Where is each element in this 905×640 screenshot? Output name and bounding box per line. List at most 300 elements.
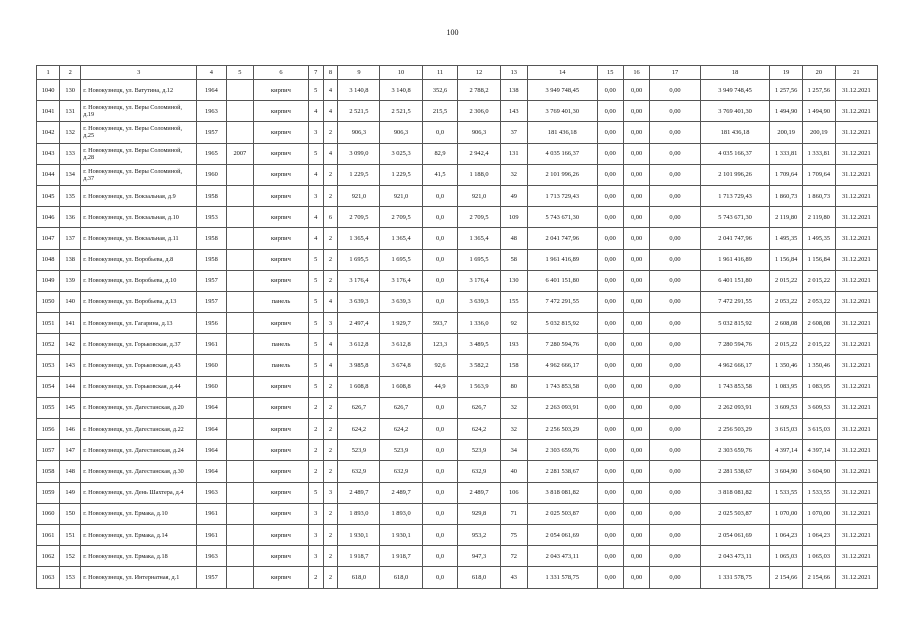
table-cell: 0,00 — [597, 313, 623, 334]
table-cell: 0,00 — [650, 546, 701, 567]
table-cell — [226, 291, 253, 312]
table-cell: 2 015,22 — [770, 270, 803, 291]
table-cell: 3 674,8 — [380, 355, 422, 376]
table-cell: 1960 — [197, 355, 227, 376]
table-cell: 2 — [308, 397, 323, 418]
table-cell: панель — [254, 334, 309, 355]
table-cell: 4 397,14 — [803, 440, 836, 461]
table-cell: 141 — [60, 313, 81, 334]
column-header: 17 — [650, 66, 701, 80]
table-cell: 2 015,22 — [803, 270, 836, 291]
table-cell — [226, 228, 253, 249]
table-cell: 0,00 — [597, 143, 623, 164]
table-cell: 1061 — [37, 524, 60, 545]
table-cell: 2 497,4 — [338, 313, 380, 334]
table-cell: 352,6 — [422, 80, 458, 101]
table-cell: 131 — [60, 101, 81, 122]
table-cell: 147 — [60, 440, 81, 461]
table-cell: 0,00 — [623, 164, 649, 185]
table-cell: 3 769 401,30 — [527, 101, 597, 122]
table-cell: 0,00 — [623, 482, 649, 503]
table-cell: 1 709,64 — [803, 164, 836, 185]
table-cell: 1 695,5 — [458, 249, 500, 270]
table-cell: 1 331 578,75 — [700, 567, 770, 588]
table-cell: 624,2 — [338, 419, 380, 440]
table-cell: 3 — [308, 185, 323, 206]
table-cell: 0,0 — [422, 440, 458, 461]
table-cell: 1 331 578,75 — [527, 567, 597, 588]
table-cell: 0,00 — [623, 270, 649, 291]
table-cell: 4 — [308, 207, 323, 228]
column-header: 21 — [835, 66, 877, 80]
table-cell: 2 119,80 — [770, 207, 803, 228]
table-cell: 1051 — [37, 313, 60, 334]
table-cell: 626,7 — [380, 397, 422, 418]
table-cell: 2 — [308, 419, 323, 440]
table-cell: 0,0 — [422, 207, 458, 228]
table-cell: 0,00 — [623, 80, 649, 101]
table-cell: 1045 — [37, 185, 60, 206]
column-header: 15 — [597, 66, 623, 80]
table-cell: 2 041 747,96 — [700, 228, 770, 249]
table-cell — [226, 419, 253, 440]
table-cell: 1957 — [197, 291, 227, 312]
table-cell: 0,00 — [623, 524, 649, 545]
table-cell: 0,00 — [597, 567, 623, 588]
table-cell: 71 — [500, 503, 527, 524]
table-row — [37, 291, 878, 312]
table-cell: 1961 — [197, 334, 227, 355]
table-cell — [226, 376, 253, 397]
table-cell: 2 608,08 — [770, 313, 803, 334]
table-cell: 618,0 — [338, 567, 380, 588]
table-cell: 0,00 — [623, 101, 649, 122]
table-cell: 155 — [500, 291, 527, 312]
column-header: 19 — [770, 66, 803, 80]
table-cell: 5 — [308, 313, 323, 334]
table-cell: 2 489,7 — [458, 482, 500, 503]
table-row — [37, 313, 878, 334]
table-cell: 2 — [323, 249, 338, 270]
table-cell: 1 713 729,43 — [700, 185, 770, 206]
table-cell: 3 582,2 — [458, 355, 500, 376]
table-cell: 0,00 — [623, 461, 649, 482]
table-row — [37, 334, 878, 355]
column-header: 5 — [226, 66, 253, 80]
table-cell: 2 — [323, 524, 338, 545]
table-cell — [226, 524, 253, 545]
table-cell: 137 — [60, 228, 81, 249]
table-cell: 4 — [308, 101, 323, 122]
table-cell: 2 119,80 — [803, 207, 836, 228]
table-cell: 31.12.2021 — [835, 164, 877, 185]
table-cell: 0,0 — [422, 461, 458, 482]
table-cell: 149 — [60, 482, 81, 503]
table-cell: 0,00 — [623, 313, 649, 334]
table-cell — [226, 355, 253, 376]
table-cell: кирпич — [254, 80, 309, 101]
table-cell: 0,00 — [650, 482, 701, 503]
table-cell: 618,0 — [380, 567, 422, 588]
table-cell: 1 064,23 — [770, 524, 803, 545]
column-header: 8 — [323, 66, 338, 80]
table-cell: 1960 — [197, 164, 227, 185]
table-cell: кирпич — [254, 524, 309, 545]
table-cell: 0,00 — [650, 270, 701, 291]
table-cell: 1 070,00 — [803, 503, 836, 524]
table-cell: 0,00 — [650, 355, 701, 376]
table-cell: 632,9 — [380, 461, 422, 482]
table-cell — [226, 567, 253, 588]
table-cell: 31.12.2021 — [835, 419, 877, 440]
table-cell: 0,00 — [623, 355, 649, 376]
table-cell: 4 962 666,17 — [527, 355, 597, 376]
table-cell: 1046 — [37, 207, 60, 228]
table-cell: 1958 — [197, 228, 227, 249]
table-cell: 1 608,8 — [338, 376, 380, 397]
table-cell: 4 035 166,37 — [527, 143, 597, 164]
table-cell: 1 860,73 — [803, 185, 836, 206]
table-cell: 1961 — [197, 503, 227, 524]
table-cell: 0,00 — [650, 376, 701, 397]
table-cell: 142 — [60, 334, 81, 355]
table-cell — [226, 80, 253, 101]
table-cell: 618,0 — [458, 567, 500, 588]
table-cell: 0,00 — [597, 122, 623, 143]
table-cell: 5 — [308, 249, 323, 270]
table-cell: 626,7 — [338, 397, 380, 418]
table-cell: 3 639,3 — [458, 291, 500, 312]
table-cell: 2 — [323, 122, 338, 143]
table-cell: 2 489,7 — [338, 482, 380, 503]
table-cell: 0,00 — [623, 228, 649, 249]
table-cell: 3 — [308, 546, 323, 567]
table-cell: 1 495,35 — [770, 228, 803, 249]
table-cell: 0,00 — [650, 524, 701, 545]
table-cell: 31.12.2021 — [835, 249, 877, 270]
table-cell: 2007 — [226, 143, 253, 164]
table-cell: 49 — [500, 185, 527, 206]
table-cell: 0,00 — [623, 419, 649, 440]
table-cell: 130 — [500, 270, 527, 291]
address-cell: г. Новокузнецк, ул. Воробьева, д.13 — [81, 291, 197, 312]
table-cell: 0,00 — [623, 249, 649, 270]
table-cell: 7 472 291,55 — [700, 291, 770, 312]
table-cell: 31.12.2021 — [835, 482, 877, 503]
table-cell: 4 — [323, 80, 338, 101]
table-cell — [226, 313, 253, 334]
table-cell: 3 176,4 — [338, 270, 380, 291]
address-cell: г. Новокузнецк, ул. Горьковская, д.37 — [81, 334, 197, 355]
column-header: 6 — [254, 66, 309, 80]
table-cell: кирпич — [254, 122, 309, 143]
table-cell: 1047 — [37, 228, 60, 249]
table-cell: 1 961 416,89 — [527, 249, 597, 270]
table-cell — [226, 482, 253, 503]
table-row — [37, 207, 878, 228]
table-cell: 2 — [323, 164, 338, 185]
table-cell: 1 257,56 — [770, 80, 803, 101]
table-cell: 0,00 — [650, 313, 701, 334]
table-cell: 82,9 — [422, 143, 458, 164]
table-cell: 1043 — [37, 143, 60, 164]
table-cell: 3 — [308, 503, 323, 524]
table-cell: 1052 — [37, 334, 60, 355]
table-cell: 1956 — [197, 313, 227, 334]
table-cell — [226, 270, 253, 291]
table-cell: 133 — [60, 143, 81, 164]
table-cell: 0,00 — [597, 249, 623, 270]
column-header: 1 — [37, 66, 60, 80]
table-cell: кирпич — [254, 313, 309, 334]
table-cell — [226, 207, 253, 228]
table-cell: 0,00 — [597, 270, 623, 291]
table-cell: 4 — [323, 143, 338, 164]
table-cell: панель — [254, 291, 309, 312]
table-cell: 132 — [60, 122, 81, 143]
table-cell: 0,00 — [623, 291, 649, 312]
table-cell: 921,0 — [338, 185, 380, 206]
table-cell: 906,3 — [458, 122, 500, 143]
table-cell: 0,00 — [623, 503, 649, 524]
table-cell: 0,00 — [650, 567, 701, 588]
table-cell: 624,2 — [458, 419, 500, 440]
table-cell: 31.12.2021 — [835, 440, 877, 461]
table-cell: 2 101 996,26 — [700, 164, 770, 185]
table-cell: 624,2 — [380, 419, 422, 440]
table-cell: 0,0 — [422, 546, 458, 567]
table-cell: 0,00 — [650, 503, 701, 524]
table-cell: 1 495,35 — [803, 228, 836, 249]
table-cell: 5 — [308, 80, 323, 101]
table-cell: 5 — [308, 376, 323, 397]
table-cell: 6 401 151,80 — [527, 270, 597, 291]
table-cell: 2 281 538,67 — [527, 461, 597, 482]
table-cell: 1 188,0 — [458, 164, 500, 185]
table-cell: 3 949 748,45 — [700, 80, 770, 101]
table-cell: 3 818 081,82 — [700, 482, 770, 503]
table-cell: 1041 — [37, 101, 60, 122]
table-cell: 0,00 — [597, 503, 623, 524]
table-cell: 193 — [500, 334, 527, 355]
column-header: 2 — [60, 66, 81, 80]
table-cell: 3 140,8 — [338, 80, 380, 101]
table-cell: 0,00 — [650, 291, 701, 312]
table-cell: 32 — [500, 397, 527, 418]
table-cell: 0,00 — [597, 80, 623, 101]
table-cell: 31.12.2021 — [835, 143, 877, 164]
table-cell: кирпич — [254, 567, 309, 588]
table-cell: 123,3 — [422, 334, 458, 355]
address-cell: г. Новокузнецк, ул. Ермака, д.18 — [81, 546, 197, 567]
table-cell: 2 — [323, 376, 338, 397]
table-cell: 48 — [500, 228, 527, 249]
table-row — [37, 143, 878, 164]
table-cell: 2 — [323, 503, 338, 524]
table-cell: 31.12.2021 — [835, 546, 877, 567]
table-cell: 5 — [308, 291, 323, 312]
table-cell: 0,00 — [650, 461, 701, 482]
table-cell: 1 365,4 — [380, 228, 422, 249]
table-cell: 1044 — [37, 164, 60, 185]
table-cell: 0,00 — [597, 524, 623, 545]
table-cell: 0,0 — [422, 567, 458, 588]
table-cell: 0,00 — [650, 440, 701, 461]
table-cell: 0,0 — [422, 291, 458, 312]
column-header: 3 — [81, 66, 197, 80]
table-cell: 906,3 — [380, 122, 422, 143]
column-header: 12 — [458, 66, 500, 80]
table-cell: 0,00 — [597, 419, 623, 440]
table-cell: 31.12.2021 — [835, 101, 877, 122]
table-cell: 1040 — [37, 80, 60, 101]
table-cell: 1958 — [197, 185, 227, 206]
table-cell: 2 — [323, 419, 338, 440]
table-cell: 4 962 666,17 — [700, 355, 770, 376]
table-cell: 34 — [500, 440, 527, 461]
table-cell: 1 257,56 — [803, 80, 836, 101]
address-cell: г. Новокузнецк, ул. Ватутина, д.12 — [81, 80, 197, 101]
table-cell: 1 494,90 — [770, 101, 803, 122]
table-cell: 2 015,22 — [803, 334, 836, 355]
table-cell: 2 054 061,69 — [700, 524, 770, 545]
column-header: 18 — [700, 66, 770, 80]
table-cell: 632,9 — [458, 461, 500, 482]
table-cell: 1957 — [197, 270, 227, 291]
table-cell: 4 — [323, 291, 338, 312]
table-cell: 158 — [500, 355, 527, 376]
table-cell: 5 032 815,92 — [700, 313, 770, 334]
table-cell: 3 099,0 — [338, 143, 380, 164]
table-cell: 0,00 — [623, 143, 649, 164]
table-cell — [226, 397, 253, 418]
table-cell: 1 229,5 — [380, 164, 422, 185]
table-row — [37, 164, 878, 185]
table-cell: 0,0 — [422, 419, 458, 440]
table-cell: 138 — [500, 80, 527, 101]
table-cell: 44,9 — [422, 376, 458, 397]
table-cell: 5 — [308, 355, 323, 376]
table-cell: 1957 — [197, 567, 227, 588]
table-row — [37, 524, 878, 545]
table-cell: 5 — [308, 482, 323, 503]
table-cell: 1 929,7 — [380, 313, 422, 334]
table-cell: 2 281 538,67 — [700, 461, 770, 482]
address-cell: г. Новокузнецк, ул. Горьковская, д.43 — [81, 355, 197, 376]
table-cell: 130 — [60, 80, 81, 101]
table-cell — [226, 164, 253, 185]
address-cell: г. Новокузнецк, ул. Дагестанская, д.30 — [81, 461, 197, 482]
address-cell: г. Новокузнецк, ул. Воробьева, д.10 — [81, 270, 197, 291]
table-cell: 0,0 — [422, 482, 458, 503]
table-cell: 5 — [308, 334, 323, 355]
table-cell: 3 025,3 — [380, 143, 422, 164]
table-cell: 31.12.2021 — [835, 334, 877, 355]
table-cell — [226, 440, 253, 461]
table-cell: 1965 — [197, 143, 227, 164]
table-cell: 2 709,5 — [458, 207, 500, 228]
table-cell: 0,0 — [422, 185, 458, 206]
table-cell: 947,3 — [458, 546, 500, 567]
table-cell: 3 176,4 — [458, 270, 500, 291]
table-cell: 2 303 659,76 — [700, 440, 770, 461]
table-cell: 138 — [60, 249, 81, 270]
table-cell: 4 — [323, 334, 338, 355]
table-cell: 58 — [500, 249, 527, 270]
table-cell: 2 — [323, 546, 338, 567]
table-cell: 2 521,5 — [338, 101, 380, 122]
table-cell: 523,9 — [458, 440, 500, 461]
table-cell: 1 918,7 — [380, 546, 422, 567]
table-cell: кирпич — [254, 482, 309, 503]
table-cell: 1 930,1 — [338, 524, 380, 545]
table-cell: кирпич — [254, 546, 309, 567]
table-cell: 1 563,9 — [458, 376, 500, 397]
table-cell: 41,5 — [422, 164, 458, 185]
table-cell: 2 — [308, 461, 323, 482]
address-cell: г. Новокузнецк, ул. Ермака, д.10 — [81, 503, 197, 524]
table-cell: 1953 — [197, 207, 227, 228]
table-cell: 0,00 — [650, 334, 701, 355]
table-cell: 131 — [500, 143, 527, 164]
table-cell: 1 893,0 — [338, 503, 380, 524]
table-cell: 632,9 — [338, 461, 380, 482]
table-cell: 2 489,7 — [380, 482, 422, 503]
table-cell: 1059 — [37, 482, 60, 503]
table-cell: панель — [254, 355, 309, 376]
table-cell: 1 064,23 — [803, 524, 836, 545]
table-cell: 31.12.2021 — [835, 185, 877, 206]
table-cell: кирпич — [254, 228, 309, 249]
table-cell: 0,0 — [422, 524, 458, 545]
table-cell: 0,00 — [597, 185, 623, 206]
table-cell: 5 — [308, 143, 323, 164]
table-cell: 2 — [323, 270, 338, 291]
table-row — [37, 503, 878, 524]
table-cell: 2 788,2 — [458, 80, 500, 101]
table-cell: 2 — [323, 228, 338, 249]
table-cell: 0,00 — [623, 334, 649, 355]
table-cell: 1964 — [197, 397, 227, 418]
table-cell: 1 608,8 — [380, 376, 422, 397]
table-cell — [226, 122, 253, 143]
table-cell: 1 229,5 — [338, 164, 380, 185]
table-cell: 7 472 291,55 — [527, 291, 597, 312]
table-cell: 31.12.2021 — [835, 503, 877, 524]
table-cell: 0,00 — [650, 122, 701, 143]
table-cell: 92,6 — [422, 355, 458, 376]
table-cell: 4 — [308, 228, 323, 249]
table-cell: 0,00 — [623, 185, 649, 206]
table-cell: кирпич — [254, 397, 309, 418]
address-cell: г. Новокузнецк, ул. Вокзальная, д.10 — [81, 207, 197, 228]
table-cell: 139 — [60, 270, 81, 291]
column-header: 16 — [623, 66, 649, 80]
table-cell: 2 303 659,76 — [527, 440, 597, 461]
table-cell: 31.12.2021 — [835, 524, 877, 545]
table-cell: 31.12.2021 — [835, 567, 877, 588]
table-cell — [226, 334, 253, 355]
table-cell — [226, 185, 253, 206]
table-cell: 1 083,95 — [803, 376, 836, 397]
table-cell: 3 639,3 — [380, 291, 422, 312]
table-cell: 153 — [60, 567, 81, 588]
table-cell: 4 — [323, 355, 338, 376]
table-row — [37, 228, 878, 249]
table-cell: 0,00 — [597, 291, 623, 312]
table-cell: 1063 — [37, 567, 60, 588]
column-header: 13 — [500, 66, 527, 80]
